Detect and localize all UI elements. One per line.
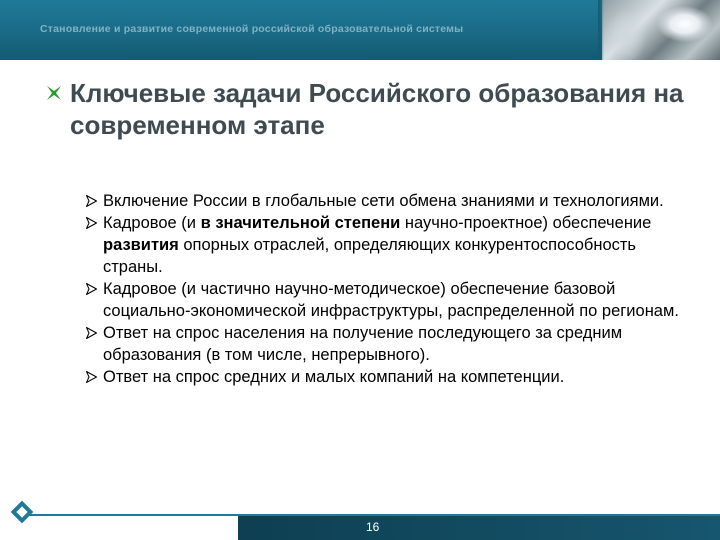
- header-image-fade: [598, 0, 604, 60]
- diamond-bullet-icon: [45, 84, 63, 102]
- footer-band: [238, 516, 720, 540]
- bullet-text: Ответ на спрос средних и малых компаний на компетенции.: [103, 368, 565, 386]
- bullet-text: Кадровое (и: [103, 214, 201, 232]
- bullet-text: Включение России в глобальные сети обмена знаниями и технологиями.: [103, 192, 664, 210]
- bullet-text: Кадровое (и частично научно-методическое) обеспечение базовой социально-экономической инфраструктуры, распределенной по регионам.: [103, 280, 679, 320]
- bullet-item: [86, 278, 686, 322]
- bullet-text: Ответ на спрос населения на получение последующего за средним образования (в том числе, непрерывного).: [103, 324, 623, 364]
- slide-heading: Ключевые задачи Российского образования на современном этапе: [70, 78, 684, 140]
- bullet-text: опорных отраслей, определяющих конкурентоспособность страны.: [103, 236, 637, 276]
- bullet-item: [86, 190, 686, 212]
- bullet-text-bold: развития: [103, 236, 179, 254]
- arrow-bullet-icon: [86, 371, 97, 383]
- bullet-item: [86, 212, 686, 278]
- arrow-bullet-icon: [86, 283, 97, 295]
- arrow-bullet-icon: [86, 217, 97, 229]
- page-number: 16: [366, 520, 380, 534]
- bullet-item: [86, 366, 686, 388]
- bullet-text: научно-проектное) обеспечение: [400, 214, 652, 232]
- diamond-logo-icon: [8, 498, 36, 526]
- bullet-list: [86, 190, 686, 388]
- arrow-bullet-icon: [86, 327, 97, 339]
- bullet-item: [86, 322, 686, 366]
- bullet-text-bold: в значительной степени: [200, 214, 401, 232]
- arrow-bullet-icon: [86, 195, 97, 207]
- header-title: Становление и развитие современной российской образовательной системы: [40, 23, 464, 35]
- header-decorative-image: [602, 0, 720, 60]
